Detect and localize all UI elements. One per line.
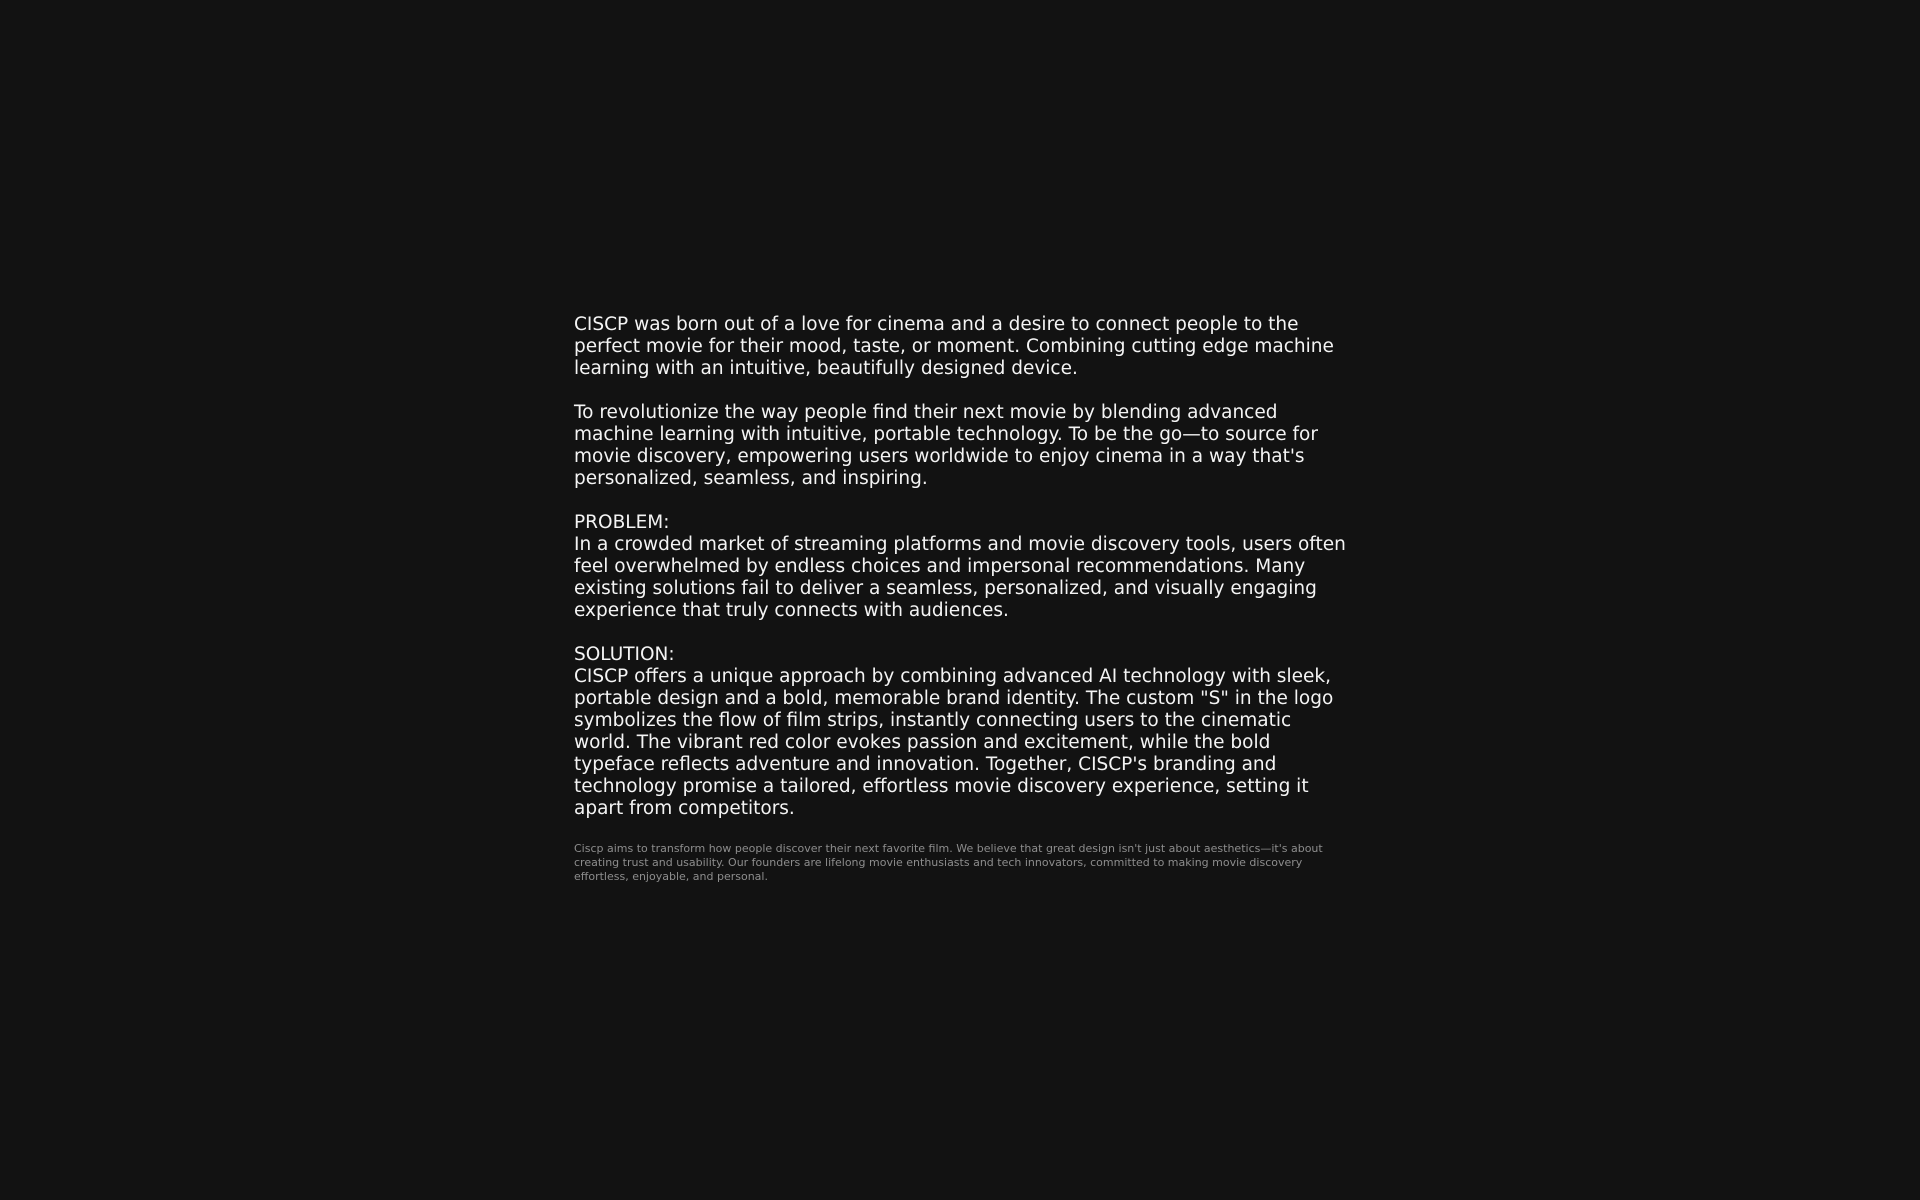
solution-section — [574, 644, 1346, 820]
mission-paragraph: To revolutionize the way people find their next movie by blending advanced machine learning with intuitive, portable technology. To be the go—to source for movie discovery, empowering users worldwide to enjoy cinema in a way that's personalized, seamless, and inspiring. — [574, 402, 1318, 489]
solution-body: CISCP offers a unique approach by combining advanced AI technology with sleek, portable design and a bold, memorable brand identity. The custom "S" in the logo symbolizes the flow of film strips, instantly connecting users to the cinematic world. The vibrant red color evokes passion and excitement, while the bold typeface reflects adventure and innovation. Together, CISCP's branding and technology promise a tailored, effortless movie discovery experience, setting it apart from competitors. — [574, 666, 1334, 819]
problem-body: In a crowded market of streaming platforms and movie discovery tools, users often feel overwhelmed by endless choices and impersonal recommendations. Many existing solutions fail to deliver a seamless, personalized, and visually engaging experience that truly connects with audiences. — [574, 534, 1346, 621]
solution-heading: SOLUTION: — [574, 644, 675, 665]
footnote-paragraph: Ciscp aims to transform how people discover their next favorite film. We believe that great design isn't just about aesthetics—it's about creating trust and usability. Our founders are lifelong movie enthusiasts and tech innovators, committed to making movie discovery effortless, enjoyable, and personal. — [574, 842, 1323, 883]
intro-paragraph: CISCP was born out of a love for cinema and a desire to connect people to the perfect movie for their mood, taste, or moment. Combining cutting edge machine learning with an intuitive, beautifully designed device. — [574, 314, 1334, 379]
problem-heading: PROBLEM: — [574, 512, 670, 533]
about-content — [574, 314, 1346, 884]
problem-section — [574, 512, 1346, 622]
